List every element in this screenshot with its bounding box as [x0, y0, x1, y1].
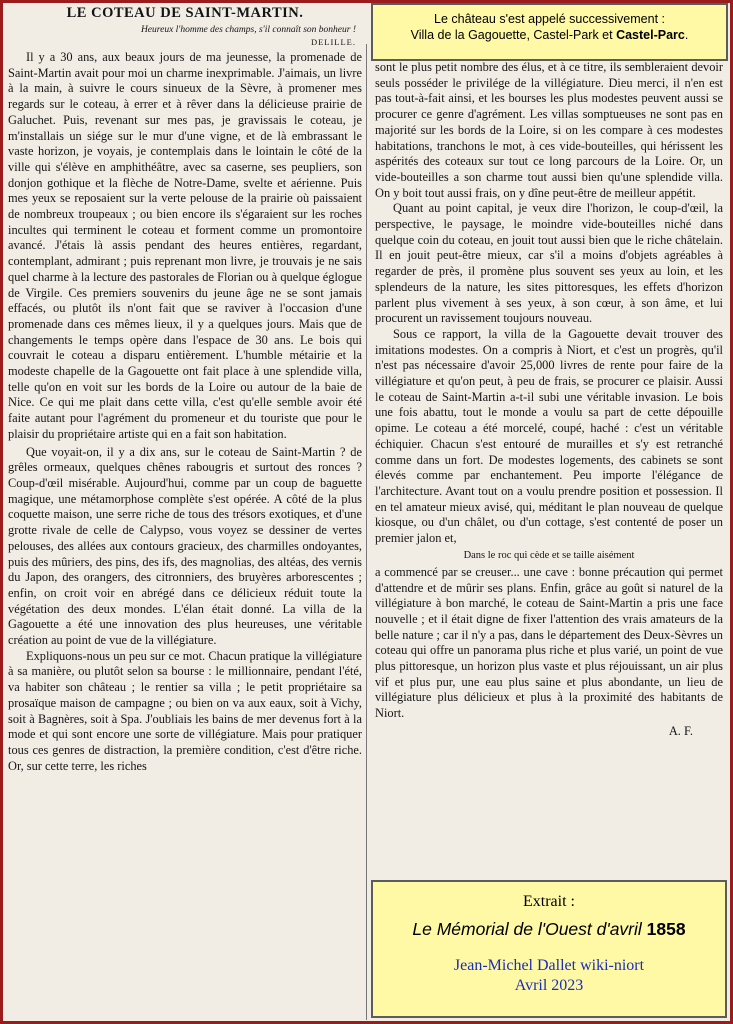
- epigraph-text: Heureux l'homme des champs, s'il connaît son bonheur !: [140, 25, 356, 35]
- paragraph: Sous ce rapport, la villa de la Gagouette devait trouver des imitations modestes. On a compris à Niort, et c'est un progrès, qu'il n'est pas nécessaire d'avoir 25,000 livres de rente pour faire de la villégiature et qu'on peut, à peu de frais, se procurer ce plaisir. Aussi le coteau de Saint-Martin a-t-il subi une véritable invasion. Le bois une fois abattu, tout le monde a voulu sa part de cette dépouille opime. Le coteau a été morcelé, coupé, haché : c'est un véritable échiquier. Chacun s'est entouré de murailles et s'y est retranché comme dans un fort. De modestes logements, des cabinets se sont élevés comme par enchantement. Peu importe l'élégance de l'architecture. Avant tout on a voulu prendre position et possession. Il en tel amateur mieux avisé, qui, méditant le plan nouveau de quelque kiosque, ou d'un châlet, ou d'un cottage, s'est contenté de poser un premier jalon et,: [375, 326, 723, 546]
- verse-quote: Dans le roc qui cède et se taille aisément: [463, 549, 635, 561]
- credit-date: Avril 2023: [514, 977, 584, 994]
- article-header: [8, 4, 362, 49]
- note-line-2-suffix: .: [684, 28, 689, 42]
- source-year: 1858: [646, 919, 686, 939]
- note-line-2: [373, 27, 726, 43]
- article-title: LE COTEAU DE SAINT-MARTIN.: [66, 5, 304, 21]
- epigraph: [8, 24, 362, 49]
- signature: A. F.: [668, 723, 693, 738]
- note-line-2-bold: Castel-Parc: [616, 28, 685, 42]
- source-box: [371, 880, 727, 1018]
- paragraph: Il y a 30 ans, aux beaux jours de ma jeunesse, la promenade de Saint-Martin avait pour moi un charme inexprimable. J'aimais, un livre à la main, à suivre le cours sinueux de la Sèvre, à promener mes regards sur le coteau, à errer et à rêver dans la délicieuse prairie de Galuchet. Puis, revenant sur mes pas, je gravissais le coteau, je m'installais un siége sur le mur d'une vigne, et de là embrassant le vaste horizon, je voyais, je contemplais dans le lointain le côté de la ville qui s'élève en amphithéâtre, avec sa caserne, ses peupliers, son donjon gothique et la flèche de Notre-Dame, svelte et aérienne. Puis mes yeux se reposaient sur la verte pelouse de la prairie où paissaient de nombreux troupeaux ; ou bien encore ils s'égaraient sur les roches incultes qui terminent le coteau et forment comme un promontoire avancé. J'étais là assis pendant des heures entières, regardant, contemplant, admirant ; puis reprenant mon livre, je trouvais je ne sais quel charme à la lecture des pastorales de Florian ou à quelque églogue de Virgile. Ces premiers souvenirs du jeune âge ne se sont jamais effacés, ou plutôt ils n'ont fait que se raviver à l'occasion d'une promenade dans ces mêmes lieux, il y a quelques jours. Mais que de changements le temps opère dans l'espace de 30 ans. Le bois qui couvrait le coteau a disparu entièrement. L'humble métairie et la modeste chapelle de la Gagouette ont fait place à une splendide villa, telle qu'on en voit sur les bords de la Loire ou autour de la baie de Nice. Ce qui me plait dans cette villa, c'est qu'elle semble avoir été faite autant pour l'agrément du promeneur et du touriste que pour le plaisir du propriétaire artiste qui en a fait son habitation.: [8, 50, 362, 441]
- column-divider: [366, 44, 367, 1020]
- paragraph: sont le plus petit nombre des élus, et à ce titre, ils sembleraient devoir seuls posséder le privilége de la villégiature. Dieu merci, il n'en est pas tout-à-fait ainsi, et les bourses les plus modestes peuvent aussi se procurer ce genre d'agrément. Les villas somptueuses ne sont pas en majorité sur les bords de la Loire, si on les compare à ces modestes habitations, tranchons le mot, à ces vide-bouteilles, qui hérissent les aspérités des coteaux sur tout ce long parcours de la Loire. Or, un vide-bouteilles a son charme tout aussi bien qu'une splendide villa. On y boit tout aussi frais, on y dîne peut-être de meilleur appétit.: [375, 60, 723, 200]
- paragraph: Expliquons-nous un peu sur ce mot. Chacun pratique la villégiature à sa manière, ou plutôt selon sa bourse : le millionnaire, pendant l'été, va habiter son château ; le rentier sa villa ; le petit propriétaire sa prosaïque maison de campagne ; ou bien on va aux eaux, soit à Vichy, soit à Bagnères, soit à Spa. J'oubliais les bains de mer devenus fort à la mode et qui sont encore une sorte de villégiature. Mais pour pratiquer tous ces genres de distraction, la première condition, c'est d'être riche. Or, sur cette terre, les riches: [8, 648, 362, 773]
- extract-label: Extrait :: [523, 893, 575, 910]
- source-title: [373, 918, 725, 940]
- paragraph: Que voyait-on, il y a dix ans, sur le coteau de Saint-Martin ? de grêles ormeaux, quelques chênes rabougris et surtout des ronces ? Coup-d'œil misérable. Aujourd'hui, comme par un coup de baguette magique, une métamorphose complète s'est opérée. A côté de la plus coquette maison, une serre riche de tous des trésors exotiques, et d'une grotte rivale de celle de Calypso, vous voyez se dessiner de vertes pelouses, des allées aux contours gracieux, des charmilles ondoyantes, puis des mûriers, des pins, des ifs, des magnolias, des altéas, des vernis du Japon, des orangers, des citronniers, des bruyères arborescentes ; enfin, on croit voir en abrégé dans ce délicieux réduit toute la végétation des deux mondes. L'élan était donné. La villa de la Gagouette a été une innovation des plus heureuses, une véritable création au point de vue de la villégiature.: [8, 444, 362, 648]
- right-column: [375, 60, 723, 740]
- source-name: Le Mémorial de l'Ouest d'avril: [412, 919, 642, 939]
- credit-author: Jean-Michel Dallet wiki-niort: [453, 957, 645, 974]
- note-box: [371, 3, 728, 61]
- paragraph: a commencé par se creuser... une cave : bonne précaution qui permet d'attendre et de mûrir ses plans. Enfin, grâce au goût si naturel de la villégiature à bon marché, le coteau de Saint-Martin a pris une face nouvelle ; et il était digne de fixer l'attention des vrais amateurs de la belle nature ; car il n'y a pas, dans le département des Deux-Sèvres un coteau qui offre un panorama plus riche et plus varié, un point de vue plus pittoresque, un horizon plus vaste et plus réjouissant, un air plus vif et plus pur, une eau plus saine et plus abondante, un lieu de villégiature plus délicieux et plus à la proximité des habitants de Niort.: [375, 564, 723, 721]
- note-line-1: Le château s'est appelé successivement :: [434, 12, 665, 26]
- note-line-2-text: Villa de la Gagouette, Castel-Park et: [410, 28, 617, 42]
- epigraph-author: DELILLE.: [310, 37, 356, 47]
- left-column: [8, 50, 362, 774]
- paragraph: Quant au point capital, je veux dire l'horizon, le coup-d'œil, la perspective, le paysage, le moindre vide-bouteilles niché dans quelque coin du coteau, en jouit tout aussi bien que le riche châtelain. Il en jouit peut-être mieux, car s'il a moins d'objets agréables à regarder de près, il promène plus souvent ses yeux au loin, et les splendeurs de la nature, les sites pittoresques, les effets d'horizon parlent plus vivement à ses yeux, à son cœur, à son âme, et lui procurent un ravissement toujours nouveau.: [375, 201, 723, 326]
